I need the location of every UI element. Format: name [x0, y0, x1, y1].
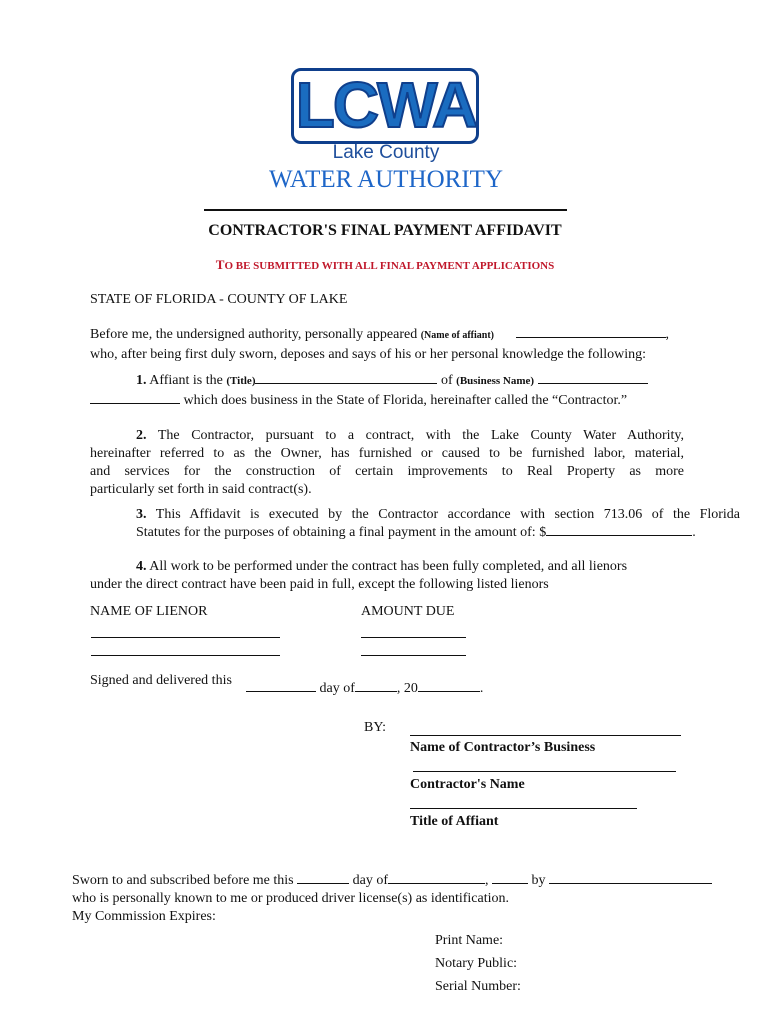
notary-person-line[interactable] [549, 882, 712, 884]
contractor-name-line[interactable] [413, 771, 676, 772]
commission-expires: My Commission Expires: [72, 909, 216, 924]
intro-before: Before me, the undersigned authority, personally appeared [90, 327, 418, 342]
lcwa-logo [263, 68, 523, 198]
intro-line-1 [90, 327, 669, 343]
payment-amount-line[interactable] [546, 534, 692, 536]
intro-line-2: who, after being first duly sworn, deposes and says of his or her personal knowledge the following: [90, 347, 646, 362]
logo-lettering: LCWA [295, 69, 477, 141]
item1-text-a: Affiant is the [149, 373, 223, 388]
item3-text-1: This Affidavit is executed by the Contractor accordance with section 713.06 of the Florida [155, 507, 741, 522]
affiant-label: (Name of affiant) [420, 330, 495, 341]
item3-period: . [692, 525, 696, 540]
notary-public-label: Notary Public: [435, 956, 518, 971]
item4-line-2: under the direct contract have been paid in full, except the following listed lienors [90, 577, 549, 592]
notary-by: by [531, 873, 546, 888]
affiant-name-line[interactable] [516, 336, 666, 338]
title-label: (Title) [226, 375, 256, 387]
item3-number: 3. [136, 507, 147, 522]
notary-line-1 [72, 873, 712, 889]
signed-date-line [246, 681, 483, 697]
title-rule [204, 209, 567, 211]
item1-number: 1. [136, 373, 147, 388]
logo-lake-county: Lake County [332, 142, 440, 163]
notary-day-of: day of [352, 873, 389, 888]
subtitle-initial: T [215, 257, 225, 272]
item1-line-2 [90, 393, 627, 409]
notary-line-2: who is personally known to me or produced driver license(s) as identification. [72, 891, 509, 906]
document-title: CONTRACTOR'S FINAL PAYMENT AFFIDAVIT [208, 222, 562, 239]
business-name-line[interactable] [538, 382, 648, 384]
item1-of: of [440, 373, 453, 388]
item4-line-1 [136, 559, 627, 575]
lienor-name-header: NAME OF LIENOR [90, 604, 208, 619]
notary-comma: , [485, 873, 489, 888]
subtitle-rest: O BE SUBMITTED WITH ALL FINAL PAYMENT APPLICATIONS [224, 260, 555, 272]
notary-sworn: Sworn to and subscribed before me this [72, 873, 294, 888]
amount-due-line-2[interactable] [361, 655, 466, 656]
by-label: BY: [364, 720, 387, 735]
affiant-title-line[interactable] [410, 808, 637, 809]
item1-line-1 [136, 373, 648, 389]
business-caption: Name of Contractor’s Business [410, 740, 596, 755]
logo-water-authority: WATER AUTHORITY [268, 166, 503, 193]
item1-text-b: which does business in the State of Florida, hereinafter called the “Contractor.” [183, 393, 628, 408]
signed-year-line[interactable] [418, 690, 480, 692]
item2-line-1 [136, 428, 684, 444]
item3-line-1 [136, 507, 740, 523]
intro-comma: , [665, 327, 670, 342]
item4-text-1: All work to be performed under the contract has been fully completed, and all lienors [149, 559, 628, 574]
affiant-title-caption: Title of Affiant [410, 814, 499, 829]
item2-text-1: The Contractor, pursuant to a contract, with the Lake County Water Authority, [157, 428, 684, 443]
item2-number: 2. [136, 428, 147, 443]
item2-line-4: particularly set forth in said contract(s). [90, 482, 312, 497]
title-line[interactable] [255, 382, 437, 384]
signed-day-line[interactable] [246, 690, 316, 692]
notary-month-line[interactable] [388, 882, 485, 884]
signed-day-of: day of [319, 681, 355, 696]
signed-comma20: , 20 [396, 681, 418, 696]
business-signature-line[interactable] [410, 735, 681, 736]
signed-month-line[interactable] [355, 690, 397, 692]
item3-text-2: Statutes for the purposes of obtaining a final payment in the amount of: $ [136, 525, 547, 540]
signed-label: Signed and delivered this [90, 673, 232, 688]
notary-year-line[interactable] [492, 882, 528, 884]
item3-line-2 [136, 525, 696, 541]
business-label: (Business Name) [456, 375, 535, 387]
venue: STATE OF FLORIDA - COUNTY OF LAKE [90, 292, 348, 307]
notary-day-line[interactable] [297, 882, 349, 884]
item2-line-2: hereinafter referred to as the Owner, has furnished or caused to be furnished labor, material, [90, 446, 684, 461]
amount-due-header: AMOUNT DUE [361, 604, 455, 619]
lienor-name-line-2[interactable] [91, 655, 280, 656]
signed-period: . [479, 681, 484, 696]
item2-line-3: and services for the construction of certain improvements to Real Property as more [90, 464, 684, 479]
business-name-line-cont[interactable] [90, 402, 180, 404]
document-subtitle [0, 257, 770, 273]
item4-number: 4. [136, 559, 147, 574]
contractor-name-caption: Contractor's Name [410, 777, 525, 792]
amount-due-line-1[interactable] [361, 637, 466, 638]
print-name-label: Print Name: [435, 933, 504, 948]
serial-number-label: Serial Number: [435, 979, 521, 994]
lienor-name-line-1[interactable] [91, 637, 280, 638]
